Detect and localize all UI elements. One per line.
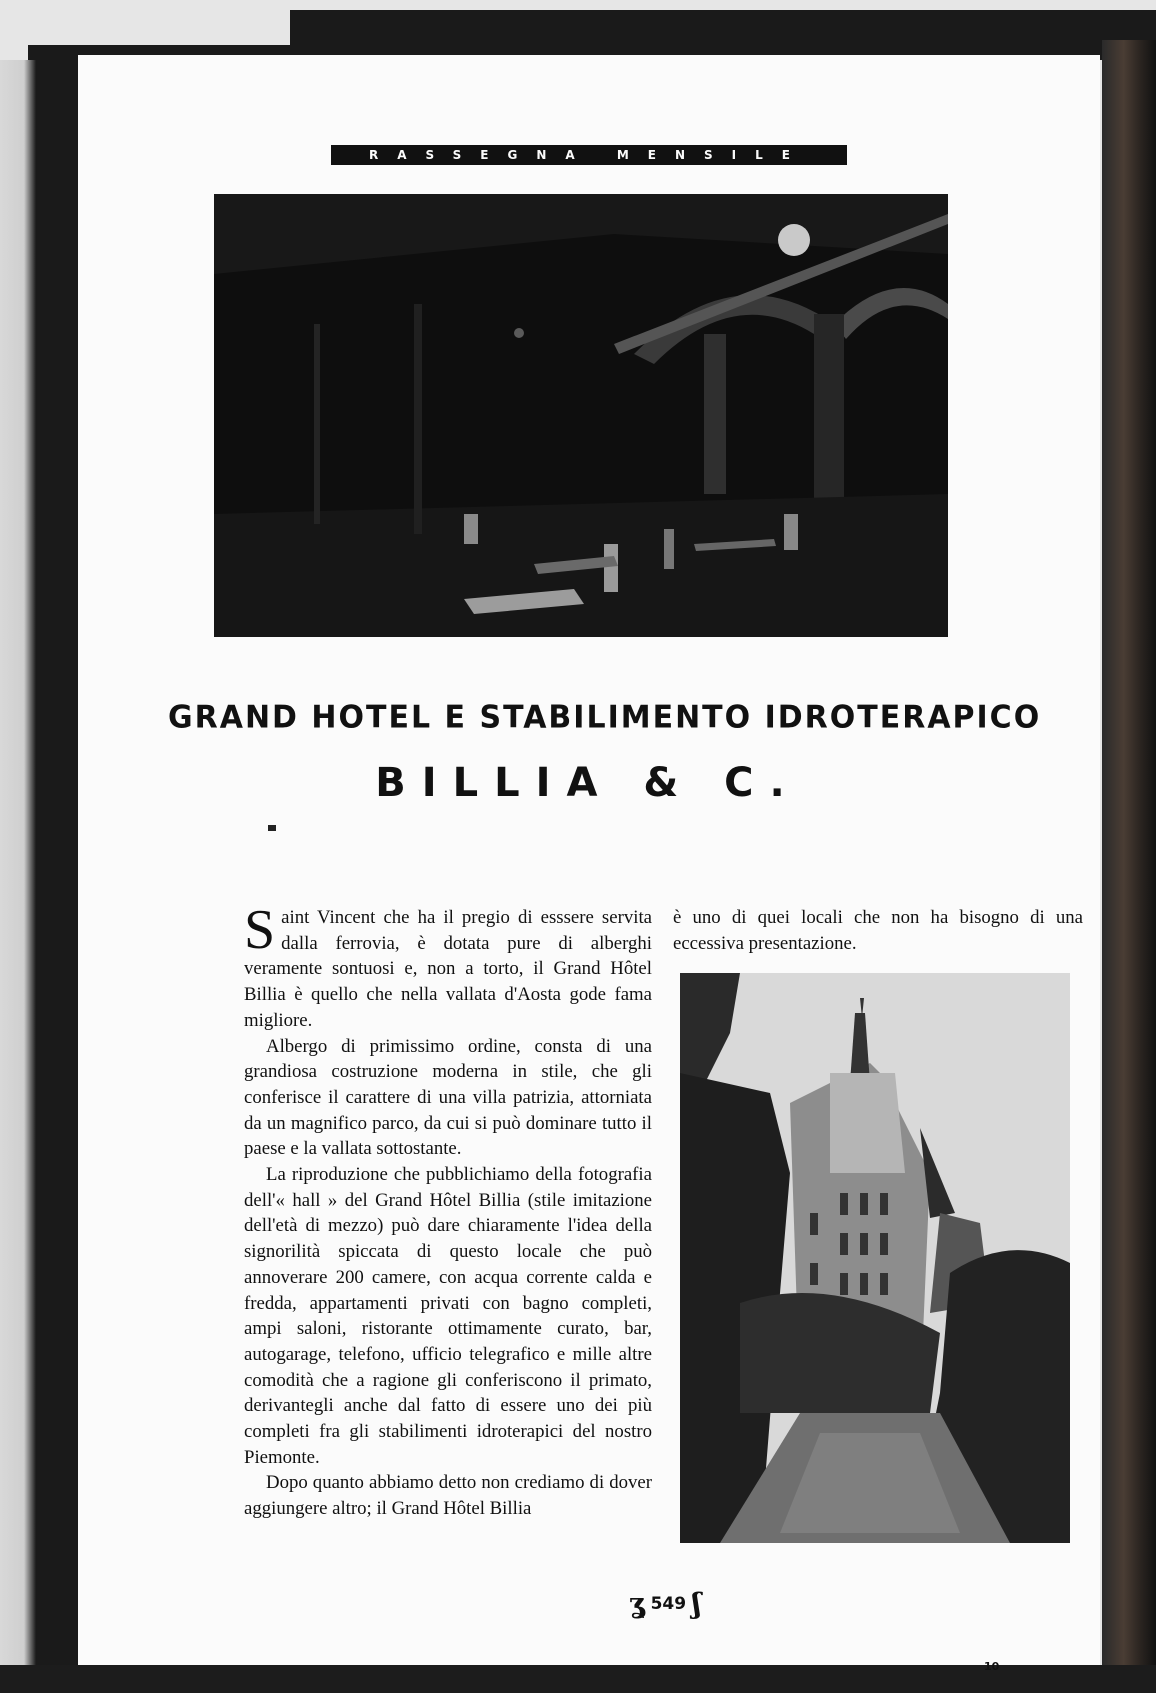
paragraph-1 xyxy=(244,899,652,1034)
right-column xyxy=(673,905,1083,956)
drop-cap: S xyxy=(244,899,276,961)
magazine-page xyxy=(78,55,1100,1665)
title-ornament xyxy=(268,825,276,831)
article-subtitle: BILLIA & C. xyxy=(375,760,801,806)
ornament-left-icon: ʓ xyxy=(628,1587,645,1620)
ornament-right-icon: ʃ xyxy=(691,1587,702,1620)
paragraph-continued: è uno di quei locali che non ha bisogno di una eccessiva presentazione. xyxy=(673,907,1083,954)
page-number-text: 549 xyxy=(650,1594,687,1614)
paragraph-2: Albergo di primissimo ordine, consta di una grandiosa costruzione moderna in stile, che gli conferisce il carattere di una villa patrizia, attorniata da un magnifico parco, da cui si può dominare tutto il paese e la vallata sottostante. xyxy=(244,1035,652,1160)
article-title: GRAND HOTEL E STABILIMENTO IDROTERAPICO xyxy=(168,699,1042,736)
paragraph-3: La riproduzione che pubblichiamo della fotografia dell'« hall » del Grand Hôtel Billia (stile imitazione dell'età di mezzo) può dare chiaramente l'idea della signorilità spiccata di questo locale che può annoverare 200 camere, con acqua corrente calda e fredda, appartamenti privati con bagno completi, ampi saloni, ristorante ottimamente curato, bar, autogarage, telefono, ufficio telegrafico e mille altre comodità che a ragione gli conferiscono il primato, derivantegli anche dal fatto di essere uno dei più completi fra gli stabilimenti idroterapici del nostro Piemonte. xyxy=(244,1164,652,1468)
paragraph-1-text: aint Vincent che ha il pregio di esssere servita dalla ferrovia, è dotata pure di alberghi veramente sontuosi e, non a torto, il Grand Hôtel Billia è quello che nella vallata d'Aosta gode fama migliore. xyxy=(244,907,652,1031)
scan-border-right xyxy=(1102,40,1156,1693)
left-column xyxy=(244,899,652,1522)
page-number xyxy=(615,1587,715,1620)
hotel-exterior-photo xyxy=(680,973,1070,1543)
hall-photo xyxy=(214,194,948,637)
scan-border-left xyxy=(0,60,80,1693)
scan-border-bottom xyxy=(0,1665,1156,1693)
scan-border-top xyxy=(290,10,1156,60)
running-head: RASSEGNA MENSILE xyxy=(331,145,847,165)
sheet-number: 10 xyxy=(984,1660,1000,1673)
paragraph-4: Dopo quanto abbiamo detto non crediamo di dover aggiungere altro; il Grand Hôtel Billia xyxy=(244,1472,652,1520)
